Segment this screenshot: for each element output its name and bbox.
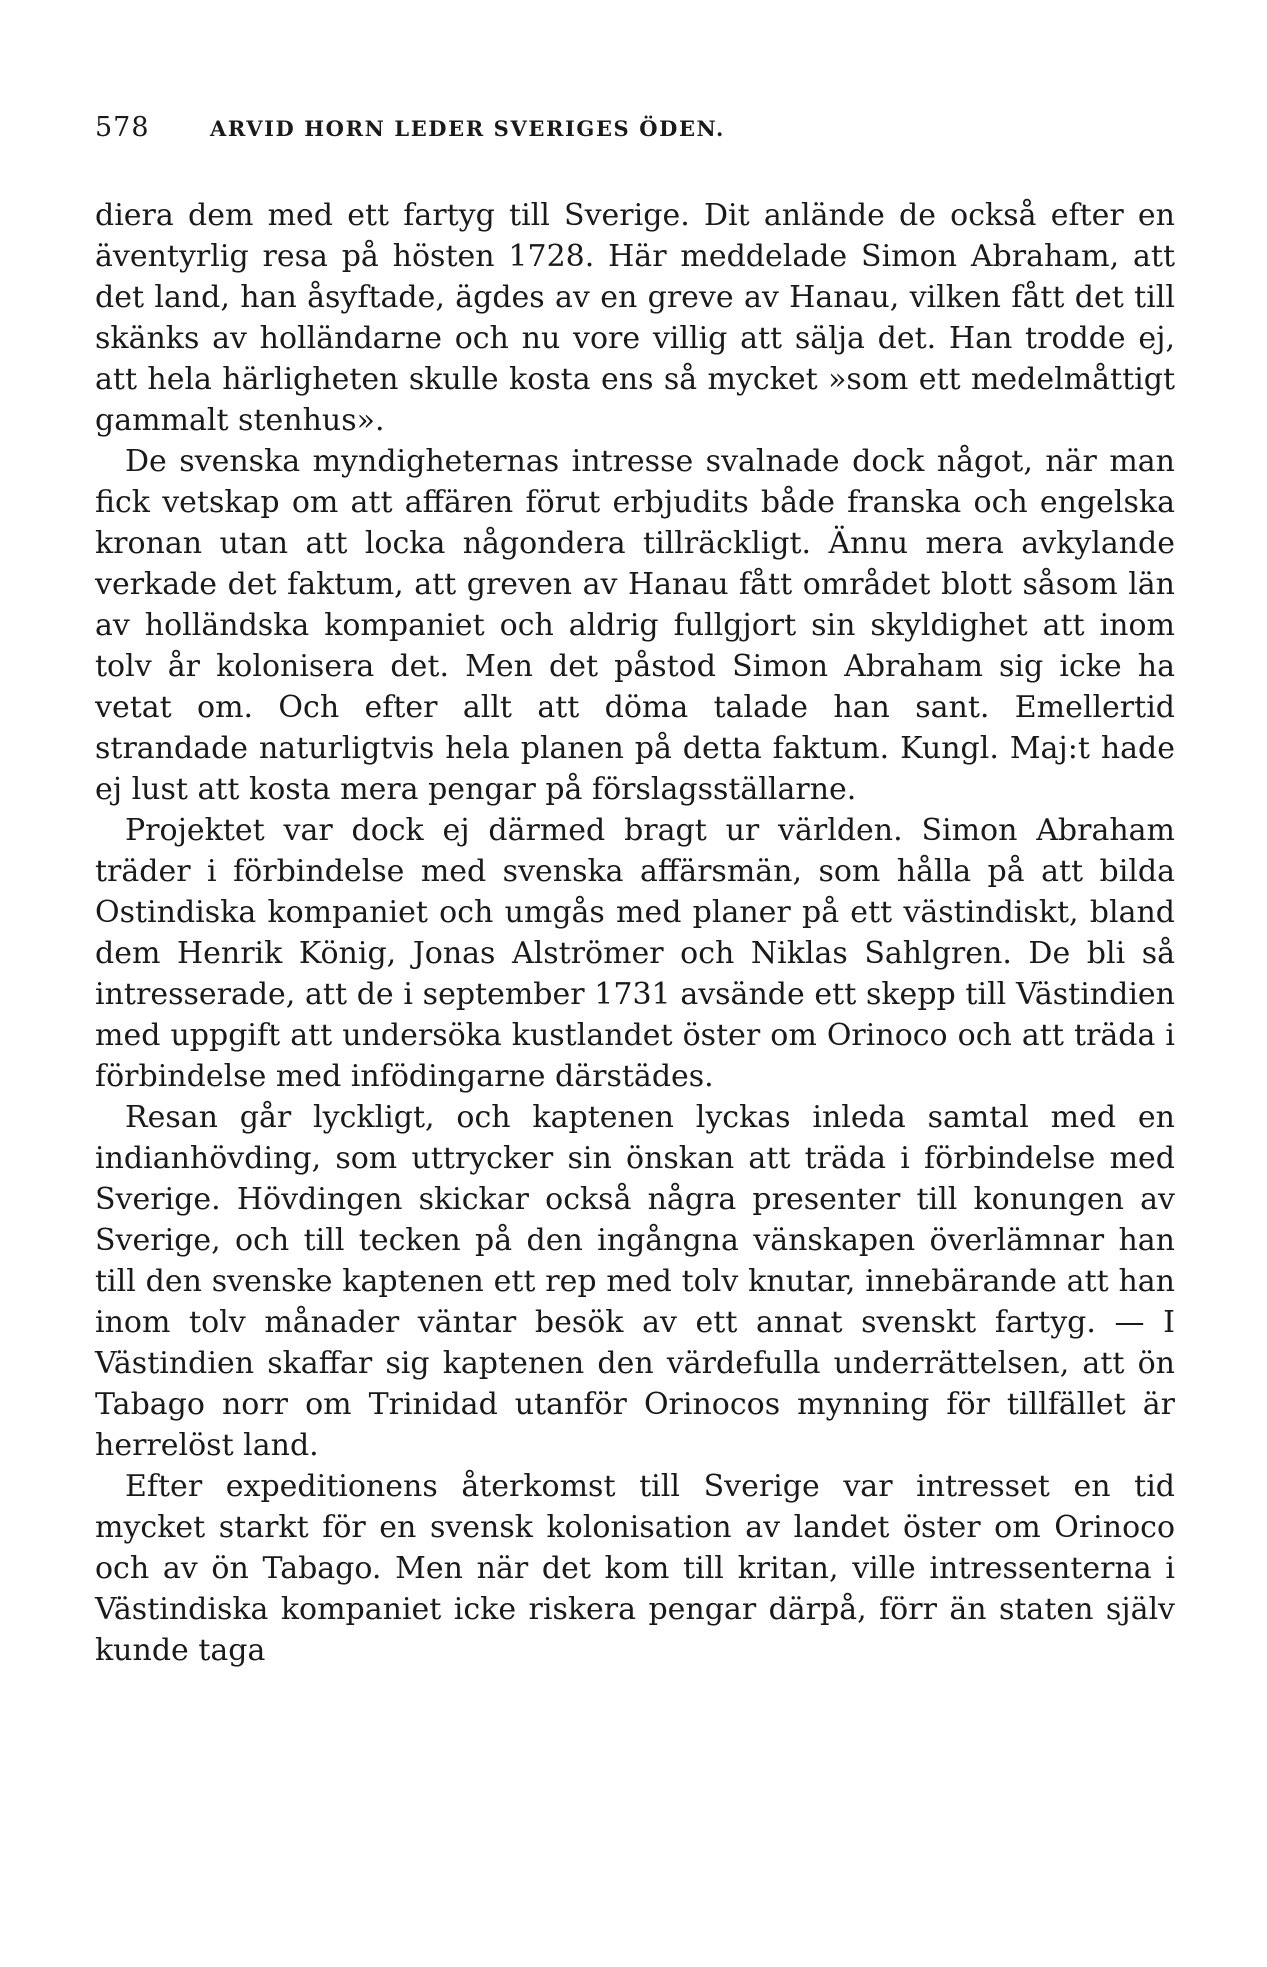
paragraph: Projektet var dock ej därmed bragt ur världen. Simon Abraham träder i förbindelse med svenska affärsmän, som hålla på att bilda Ostindiska kompaniet och umgås med planer på ett västindiskt, bland dem Henrik König, Jonas Alströmer och Niklas Sahlgren. De bli så intresserade, att de i september 1731 avsände ett skepp till Västindien med uppgift att undersöka kustlandet öster om Orinoco och att träda i förbindelse med infödingarne därstädes. bbox=[95, 813, 1175, 1094]
paragraph: Efter expeditionens återkomst till Sverige var intresset en tid mycket starkt för en svensk kolonisation av landet öster om Orinoco och av ön Tabago. Men när det kom till kritan, ville intressenterna i Västindiska kompaniet icke riskera pengar därpå, förr än staten själv kunde taga bbox=[95, 1469, 1175, 1668]
page-number: 578 bbox=[95, 112, 150, 143]
paragraph: Resan går lyckligt, och kaptenen lyckas inleda samtal med en indianhövding, som uttrycker sin önskan att träda i förbindelse med Sverige. Hövdingen skickar också några presenter till konungen av Sverige, och till tecken på den ingångna vänskapen överlämnar han till den svenske kaptenen ett rep med tolv knutar, innebärande att han inom tolv månader väntar besök av ett annat svenskt fartyg. — I Västindien skaffar sig kaptenen den värdefulla underrättelsen, att ön Tabago norr om Trinidad utanför Orinocos mynning för tillfället är herrelöst land. bbox=[95, 1100, 1175, 1463]
running-title: ARVID HORN LEDER SVERIGES ÖDEN. bbox=[210, 116, 725, 141]
paragraph: De svenska myndigheternas intresse svalnade dock något, när man fick vetskap om att affären förut erbjudits både franska och engelska kronan utan att locka någondera tillräckligt. Ännu mera avkylande verkade det faktum, att greven av Hanau fått området blott såsom län av holländska kompaniet och aldrig fullgjort sin skyldighet att inom tolv år kolonisera det. Men det påstod Simon Abraham sig icke ha vetat om. Och efter allt att döma talade han sant. Emellertid strandade naturligtvis hela planen på detta faktum. Kungl. Maj:t hade ej lust att kosta mera pengar på förslagsställarne. bbox=[95, 444, 1175, 807]
body-text bbox=[95, 195, 1175, 1671]
paragraph: diera dem med ett fartyg till Sverige. Dit anlände de också efter en äventyrlig resa på hösten 1728. Här meddelade Simon Abraham, att det land, han åsyftade, ägdes av en greve av Hanau, vilken fått det till skänks av holländarne och nu vore villig att sälja det. Han trodde ej, att hela härligheten skulle kosta ens så mycket »som ett medelmåttigt gammalt stenhus». bbox=[95, 198, 1175, 438]
page-header bbox=[95, 112, 1175, 152]
